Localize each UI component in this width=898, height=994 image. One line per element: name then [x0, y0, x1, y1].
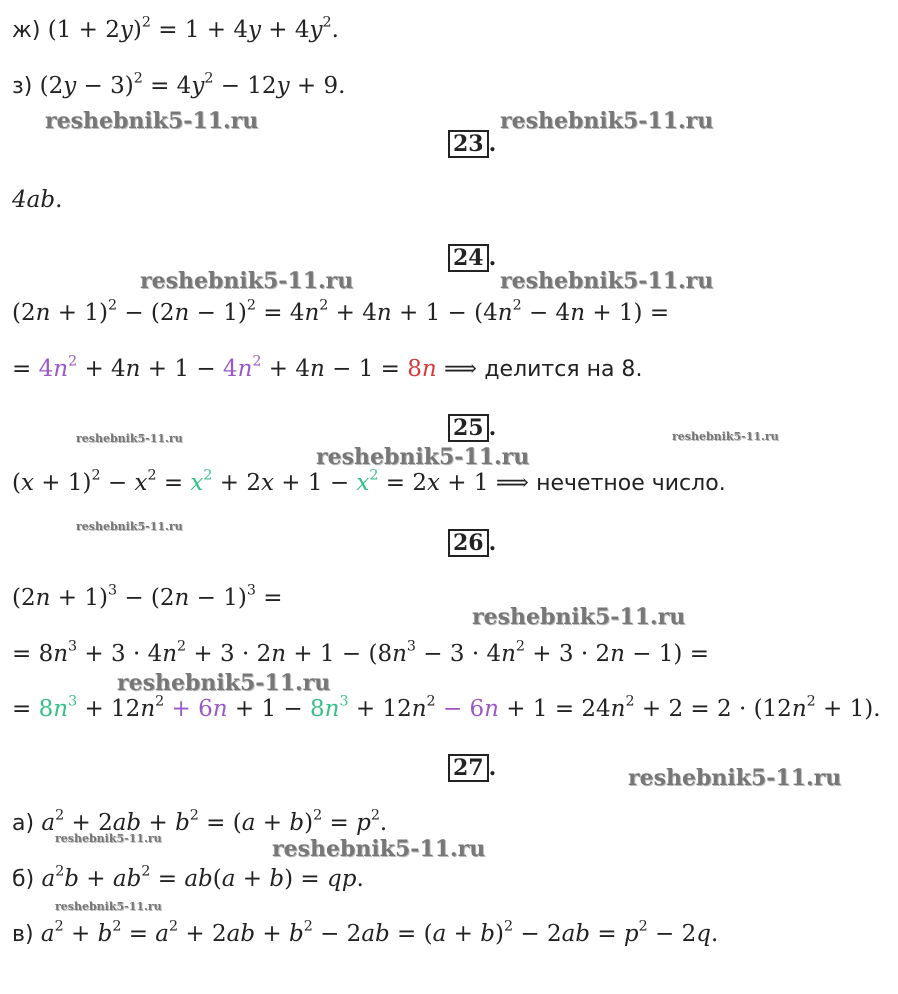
solution-27-v: в) $a^2 + b^2 = a^2 + 2ab + b^2 - 2ab = (a + b)^2 - 2ab = p^2 - 2q$. — [12, 918, 719, 947]
solution-26-line-1: $(2n + 1)^3 - (2n - 1)^3$ = — [12, 582, 283, 611]
item-label: з) — [12, 74, 33, 99]
problem-number-23: 23 . — [448, 130, 496, 158]
item-label: а) — [12, 811, 35, 836]
watermark: reshebnik5-11.ru — [140, 268, 354, 294]
item-label: б) — [12, 867, 35, 892]
problem-number-25: 25 . — [448, 414, 496, 442]
problem-number-24: 24 . — [448, 244, 496, 272]
watermark: reshebnik5-11.ru — [472, 604, 686, 630]
watermark: reshebnik5-11.ru — [500, 268, 714, 294]
watermark: reshebnik5-11.ru — [672, 430, 779, 443]
watermark: reshebnik5-11.ru — [316, 444, 530, 470]
solution-27-b: б) $a^2b + ab^2 = ab(a + b)$ = qp. — [12, 863, 364, 892]
watermark: reshebnik5-11.ru — [272, 836, 486, 862]
solution-25: $(x + 1)^2 - x^2 = x^2 + 2x + 1 - x^2 = 2x + 1$ ⟹ нечетное число. — [12, 467, 726, 496]
watermark: reshebnik5-11.ru — [500, 108, 714, 134]
watermark: reshebnik5-11.ru — [117, 670, 331, 696]
watermark: reshebnik5-11.ru — [76, 520, 183, 533]
answer-23: 4ab. — [12, 187, 63, 213]
problem-number-26: 26 . — [448, 529, 496, 557]
watermark: reshebnik5-11.ru — [55, 900, 162, 913]
solution-24-line-2: = $4n^2 + 4n + 1 - 4n^2 + 4n - 1 = 8n$ ⟹ делится на 8. — [12, 353, 643, 382]
line-z: з) $(2y - 3)^2 = 4y^2 - 12y + 9$. — [12, 70, 346, 99]
watermark: reshebnik5-11.ru — [55, 832, 162, 845]
watermark: reshebnik5-11.ru — [628, 765, 842, 791]
item-label: в) — [12, 922, 34, 947]
solution-24-line-1: $(2n + 1)^2 - (2n - 1)^2 = 4n^2 + 4n + 1 - (4n^2 - 4n + 1)$ = — [12, 297, 670, 326]
line-zh: ж) $(1 + 2y)^2 = 1 + 4y + 4y^2$. — [12, 14, 339, 43]
solution-27-a: а) $a^2 + 2ab + b^2 = (a + b)^2 = p^2$. — [12, 807, 388, 836]
solution-26-line-2: = $8n^3 + 3 \cdot 4n^2 + 3 \cdot 2n + 1 - (8n^3 - 3 \cdot 4n^2 + 3 \cdot 2n - 1)$ = — [12, 638, 709, 667]
conclusion-25: нечетное число — [536, 471, 719, 496]
problem-number-27: 27 . — [448, 754, 496, 782]
watermark: reshebnik5-11.ru — [76, 432, 183, 445]
item-label: ж) — [12, 18, 41, 43]
solution-26-line-3: = $8n^3 + 12n^2 + 6n + 1 - 8n^3 + 12n^2 - 6n + 1 = 24n^2 + 2 = 2 \cdot (12n^2 + 1)$. — [12, 693, 881, 722]
conclusion-24: делится на 8 — [484, 357, 636, 382]
watermark: reshebnik5-11.ru — [45, 108, 259, 134]
